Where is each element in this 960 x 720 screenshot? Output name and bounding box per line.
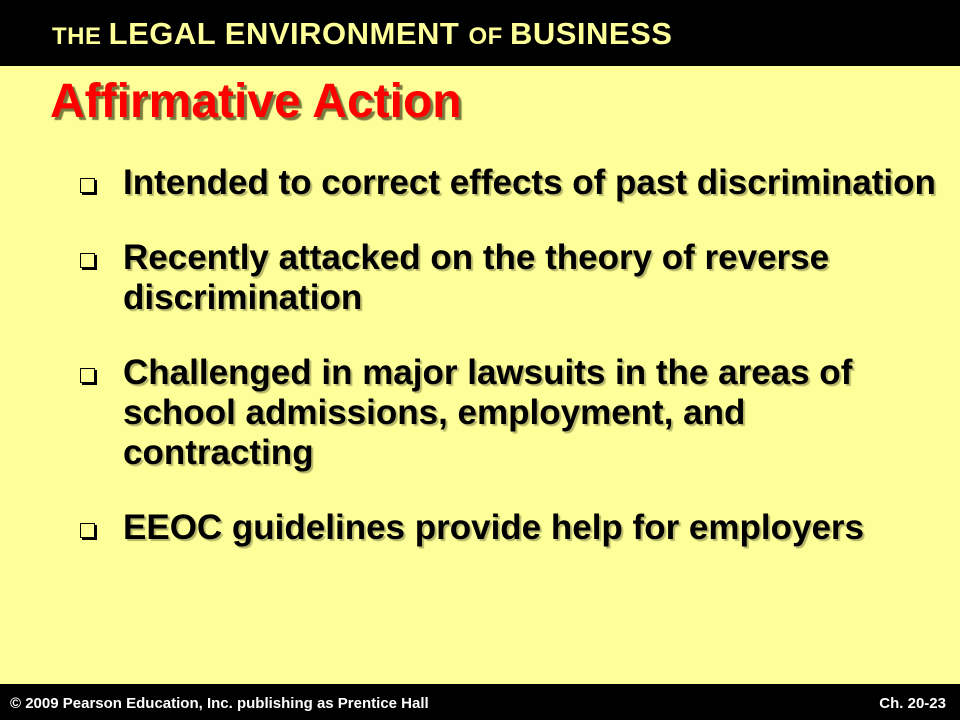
footer-chapter-number: Ch. 20-23 — [879, 695, 946, 712]
bullet-text: Intended to correct effects of past discrimination — [123, 163, 936, 202]
slide-title: Affirmative Action — [50, 75, 462, 128]
header-title-business: BUSINESS — [509, 16, 673, 51]
checkbox-bullet-icon — [80, 368, 95, 383]
header-title-the: THE — [52, 23, 109, 50]
bullet-text: EEOC guidelines provide help for employers — [123, 508, 864, 547]
header-title-of: OF — [468, 23, 510, 50]
checkbox-bullet-icon — [80, 523, 95, 538]
bullet-item — [78, 353, 938, 473]
header-title — [52, 16, 672, 52]
bullet-item — [78, 163, 938, 203]
footer-copyright: © 2009 Pearson Education, Inc. publishing as Prentice Hall — [10, 695, 429, 712]
header-bar — [0, 0, 960, 66]
bullet-list — [78, 163, 938, 548]
bullet-text: Challenged in major lawsuits in the areas of school admissions, employment, and contracting — [123, 353, 853, 472]
footer-bar — [0, 684, 960, 720]
checkbox-bullet-icon — [80, 178, 95, 193]
bullet-item — [78, 238, 938, 318]
header-title-legal-environment: LEGAL ENVIRONMENT — [108, 16, 469, 51]
checkbox-bullet-icon — [80, 253, 95, 268]
bullet-item — [78, 508, 938, 548]
bullet-text: Recently attacked on the theory of reverse discrimination — [123, 238, 830, 317]
